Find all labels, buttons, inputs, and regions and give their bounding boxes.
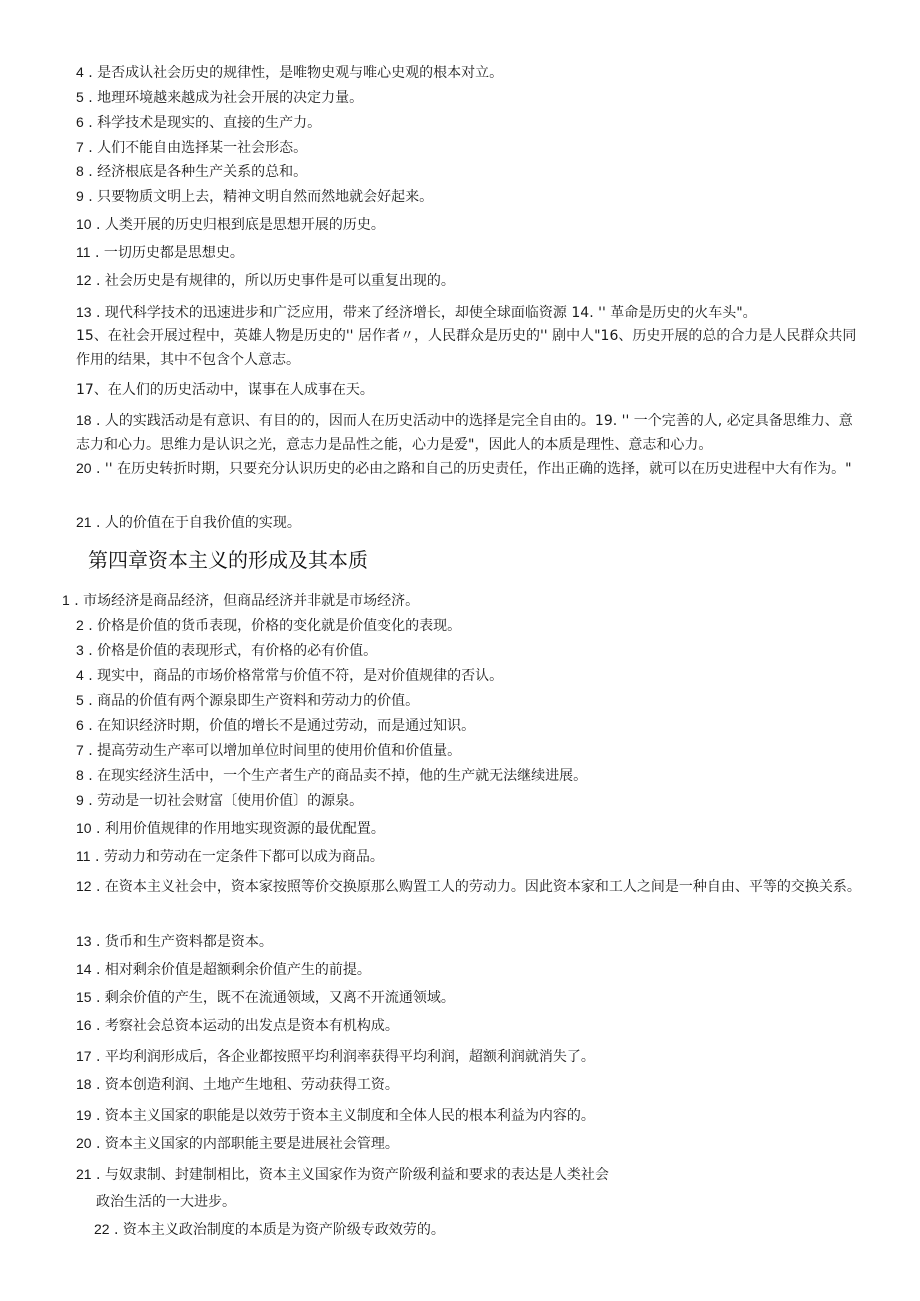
list-item bbox=[76, 113, 321, 132]
item-text: . 人的实践活动是有意识、有目的的，因而人在历史活动中的选择是完全自由的。19. '' 一个完善的人, 必定具备思维力、意志力和心力。思维力是认识之光，意志力是品性之能，心力是爱"，因此人的本质是理性、意志和心力。 bbox=[76, 413, 853, 453]
item-number: 22 bbox=[94, 1221, 110, 1237]
item-text: . 人类开展的历史归根到底是思想开展的历史。 bbox=[91, 217, 385, 233]
item-text: . 只要物质文明上去，精神文明自然而然地就会好起来。 bbox=[83, 189, 434, 205]
list-item bbox=[76, 741, 461, 760]
item-number: 12 bbox=[76, 878, 92, 894]
item-text: . 与奴隶制、封建制相比，资本主义国家作为资产阶级利益和要求的表达是人类社会 bbox=[91, 1167, 609, 1183]
item-text: . 资本主义国家的内部职能主要是进展社会管理。 bbox=[91, 1136, 399, 1152]
item-text: . 提高劳动生产率可以增加单位时间里的使用价值和价值量。 bbox=[83, 743, 462, 759]
item-number: 5 bbox=[76, 692, 84, 708]
paragraph-item-15: 15、在社会开展过程中，英雄人物是历史的'' 居作者〃，人民群众是历史的'' 剧中人"16、历史开展的总的合力是人民群众共同作用的结果，其中不包含个人意志。 bbox=[76, 328, 857, 368]
item-number: 12 bbox=[76, 272, 92, 288]
list-item bbox=[76, 666, 503, 685]
item-text: . 平均利润形成后，各企业都按照平均利润率获得平均利润，超额利润就消失了。 bbox=[91, 1049, 595, 1065]
list-item bbox=[76, 271, 455, 290]
item-text: . '' 在历史转折时期，只要充分认识历史的必由之路和自己的历史责任，作出正确的选择，就可以在历史进程中大有作为。" bbox=[91, 461, 852, 477]
list-item bbox=[76, 766, 587, 785]
chapter-title: 第四章资本主义的形成及其本质 bbox=[88, 548, 368, 572]
list-item bbox=[76, 162, 307, 181]
item-text: . 科学技术是现实的、直接的生产力。 bbox=[83, 115, 322, 131]
item-number: 4 bbox=[76, 667, 84, 683]
item-number: 11 bbox=[76, 848, 91, 864]
list-item bbox=[76, 1106, 595, 1125]
item-text: . 货币和生产资料都是资本。 bbox=[91, 934, 273, 950]
item-number: 10 bbox=[76, 820, 92, 836]
list-item bbox=[76, 1047, 595, 1066]
list-item bbox=[76, 303, 757, 322]
item-number: 13 bbox=[76, 304, 92, 320]
item-number: 16 bbox=[76, 1017, 92, 1033]
list-item bbox=[76, 847, 384, 866]
item-number: 5 bbox=[76, 89, 84, 105]
item-text: . 在知识经济时期，价值的增长不是通过劳动，而是通过知识。 bbox=[83, 718, 476, 734]
item-text: . 一切历史都是思想史。 bbox=[90, 245, 244, 261]
list-item-continuation: 政治生活的一大进步。 bbox=[96, 1194, 236, 1210]
item-text: . 资本主义国家的职能是以效劳于资本主义制度和全体人民的根本利益为内容的。 bbox=[91, 1108, 595, 1124]
item-number: 14 bbox=[76, 961, 92, 977]
item-text: . 价格是价值的表现形式，有价格的必有价值。 bbox=[83, 643, 378, 659]
item-number: 10 bbox=[76, 216, 92, 232]
item-number: 9 bbox=[76, 188, 84, 204]
list-item bbox=[76, 1165, 609, 1184]
list-item bbox=[76, 63, 503, 82]
paragraph-item-17: 17、在人们的历史活动中，谋事在人成事在天。 bbox=[76, 382, 374, 398]
paragraph-item-18 bbox=[76, 408, 862, 457]
item-number: 13 bbox=[76, 933, 92, 949]
list-item bbox=[76, 1075, 399, 1094]
item-number: 1 bbox=[62, 592, 70, 608]
list-item bbox=[76, 243, 244, 262]
item-text: . 商品的价值有两个源泉即生产资料和劳动力的价值。 bbox=[83, 693, 420, 709]
list-item bbox=[76, 641, 377, 660]
list-item bbox=[76, 513, 301, 532]
list-item bbox=[76, 691, 419, 710]
item-text: . 资本主义政治制度的本质是为资产阶级专政效劳的。 bbox=[109, 1222, 445, 1238]
item-text: . 现代科学技术的迅速进步和广泛应用，带来了经济增长，却使全球面临资源 14. '' 革命是历史的火车头"。 bbox=[91, 305, 757, 321]
list-item bbox=[94, 1220, 445, 1239]
list-item bbox=[62, 591, 419, 610]
list-item bbox=[76, 88, 363, 107]
item-text: . 考察社会总资本运动的出发点是资本有机构成。 bbox=[91, 1018, 399, 1034]
list-item bbox=[76, 1016, 399, 1035]
item-text: . 现实中，商品的市场价格常常与价值不符，是对价值规律的否认。 bbox=[83, 668, 504, 684]
item-text: . 价格是价值的货币表现，价格的变化就是价值变化的表现。 bbox=[83, 618, 462, 634]
item-number: 18 bbox=[76, 412, 92, 428]
item-number: 19 bbox=[76, 1107, 92, 1123]
item-text: . 劳动是一切社会财富〔使用价值〕的源泉。 bbox=[83, 793, 364, 809]
item-number: 8 bbox=[76, 163, 84, 179]
list-item bbox=[76, 187, 433, 206]
item-number: 7 bbox=[76, 139, 84, 155]
list-item bbox=[76, 819, 385, 838]
list-item bbox=[76, 215, 385, 234]
item-number: 8 bbox=[76, 767, 84, 783]
list-item bbox=[76, 138, 307, 157]
item-number: 6 bbox=[76, 114, 84, 130]
list-item bbox=[76, 616, 461, 635]
item-text: . 在资本主义社会中，资本家按照等价交换原那么购置工人的劳动力。因此资本家和工人之间是一种自由、平等的交换关系。 bbox=[91, 879, 861, 895]
item-number: 11 bbox=[76, 244, 91, 260]
item-text: . 经济根底是各种生产关系的总和。 bbox=[83, 164, 308, 180]
item-number: 2 bbox=[76, 617, 84, 633]
item-number: 3 bbox=[76, 642, 84, 658]
item-number: 4 bbox=[76, 64, 84, 80]
item-text: . 利用价值规律的作用地实现资源的最优配置。 bbox=[91, 821, 385, 837]
item-number: 7 bbox=[76, 742, 84, 758]
item-text: . 资本创造利润、土地产生地租、劳动获得工资。 bbox=[91, 1077, 399, 1093]
list-item bbox=[76, 791, 363, 810]
item-number: 9 bbox=[76, 792, 84, 808]
item-number: 21 bbox=[76, 514, 92, 530]
item-text: . 地理环境越来越成为社会开展的决定力量。 bbox=[83, 90, 364, 106]
item-number: 20 bbox=[76, 460, 92, 476]
item-text: . 相对剩余价值是超额剩余价值产生的前提。 bbox=[91, 962, 371, 978]
paragraph-item-20 bbox=[76, 456, 862, 481]
item-text: . 剩余价值的产生，既不在流通领域，又离不开流通领域。 bbox=[91, 990, 455, 1006]
list-item bbox=[76, 988, 455, 1007]
item-number: 17 bbox=[76, 1048, 92, 1064]
list-item bbox=[76, 960, 371, 979]
item-number: 20 bbox=[76, 1135, 92, 1151]
list-item bbox=[76, 1134, 399, 1153]
item-text: . 人的价值在于自我价值的实现。 bbox=[91, 515, 301, 531]
item-text: . 人们不能自由选择某一社会形态。 bbox=[83, 140, 308, 156]
paragraph-item-12 bbox=[76, 874, 862, 899]
item-text: . 社会历史是有规律的，所以历史事件是可以重复出现的。 bbox=[91, 273, 455, 289]
item-text: . 在现实经济生活中，一个生产者生产的商品卖不掉，他的生产就无法继续进展。 bbox=[83, 768, 588, 784]
item-number: 21 bbox=[76, 1166, 92, 1182]
list-item bbox=[76, 716, 475, 735]
item-number: 6 bbox=[76, 717, 84, 733]
item-text: . 市场经济是商品经济，但商品经济并非就是市场经济。 bbox=[69, 593, 420, 609]
item-number: 18 bbox=[76, 1076, 92, 1092]
list-item bbox=[76, 932, 273, 951]
item-text: . 劳动力和劳动在一定条件下都可以成为商品。 bbox=[90, 849, 384, 865]
item-text: . 是否成认社会历史的规律性，是唯物史观与唯心史观的根本对立。 bbox=[83, 65, 504, 81]
item-number: 15 bbox=[76, 989, 92, 1005]
